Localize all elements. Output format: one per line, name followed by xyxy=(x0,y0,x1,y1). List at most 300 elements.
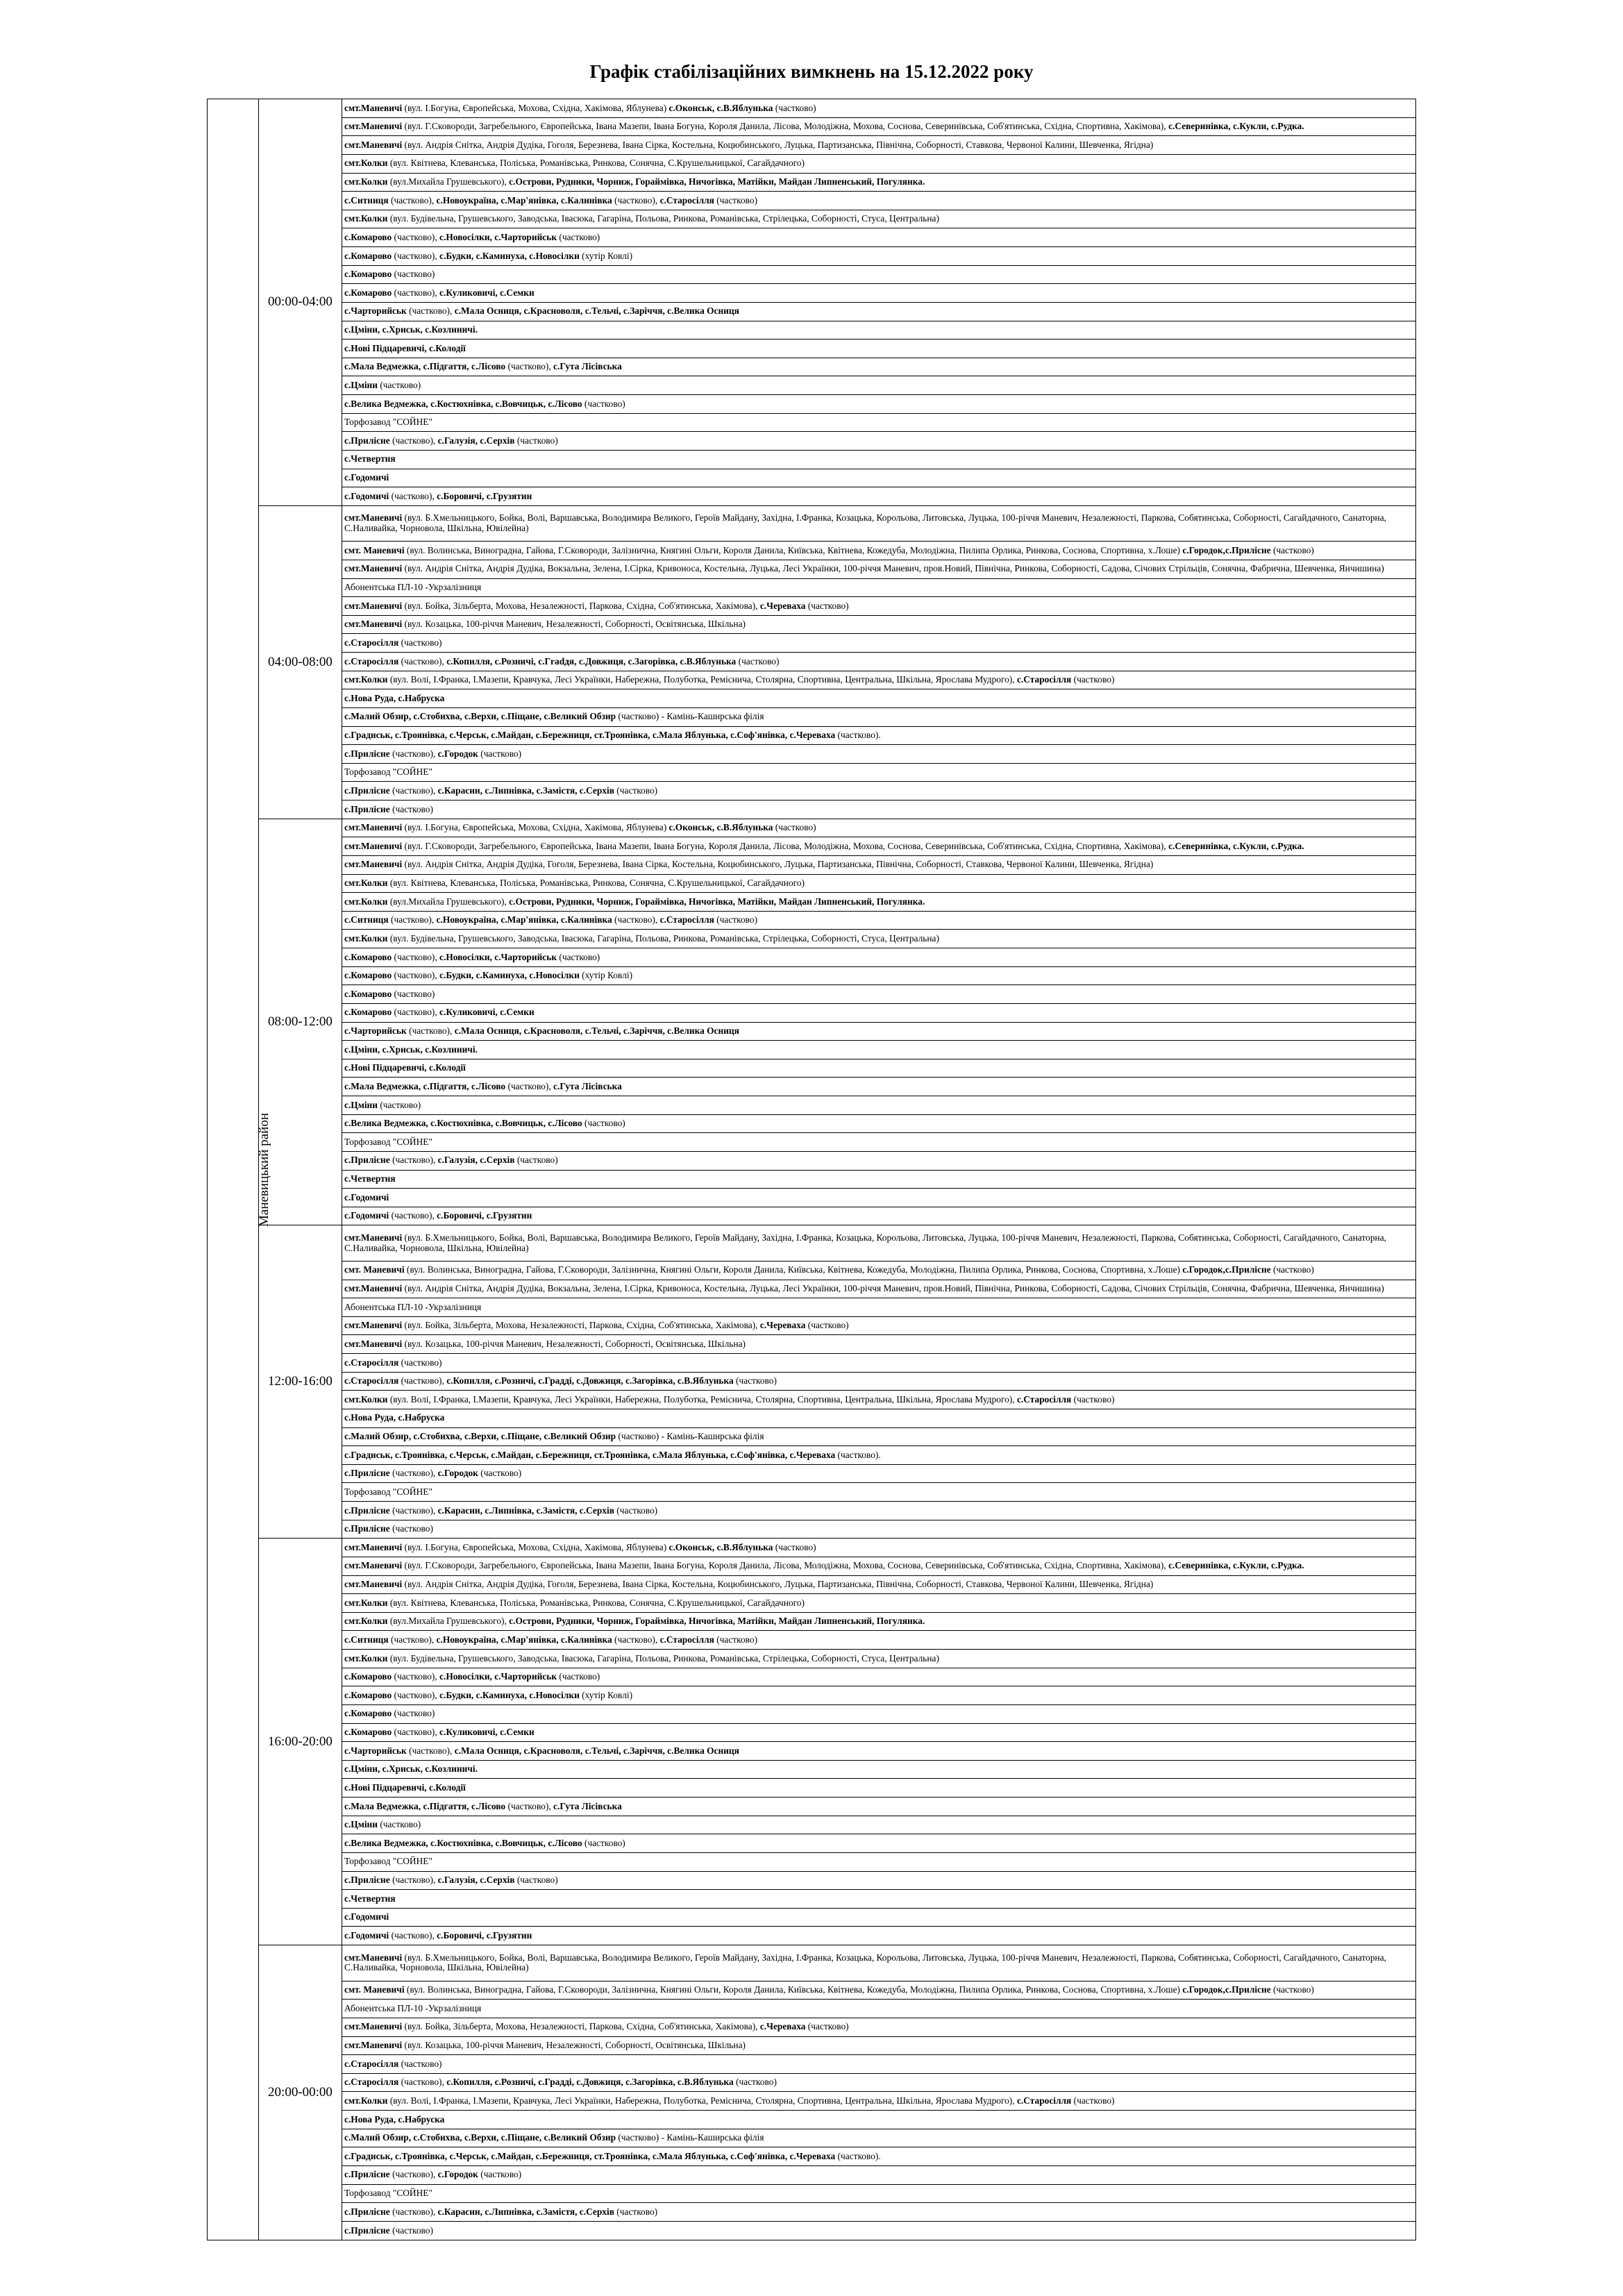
schedule-row xyxy=(208,1464,1416,1483)
schedule-row xyxy=(208,2147,1416,2166)
area-detail: (вул. Квітнева, Клеванська, Поліська, Романівська, Ринкова, Сонячна, С.Крушельницької, Сагайдачного) xyxy=(387,158,805,169)
schedule-row xyxy=(208,228,1416,247)
settlement-name: с.Велика Ведмежка, с.Костюхнівка, с.Вовчицьк, с.Лісово xyxy=(344,398,582,409)
outage-area-cell xyxy=(342,432,1416,451)
schedule-row xyxy=(208,136,1416,155)
outage-area-cell xyxy=(342,1335,1416,1354)
area-detail: (частково) xyxy=(514,1155,558,1166)
schedule-row xyxy=(208,1114,1416,1133)
outage-area-cell xyxy=(342,2073,1416,2092)
outage-area-cell xyxy=(342,560,1416,578)
area-detail: (частково), xyxy=(389,748,438,759)
area-detail: (вул. Будівельна, Грушевського, Заводська, Івасюка, Гагаріна, Польова, Ринкова, Романівська, Стрілецька, Соборності, Стуса, Центральна) xyxy=(387,213,939,224)
area-detail: (частково) xyxy=(733,1375,777,1386)
settlement-name: с.Куликовичі, с.Семки xyxy=(439,1007,535,1018)
outage-area-cell xyxy=(342,1981,1416,2000)
area-detail: (вул. І.Богуна, Європейська, Мохова, Східна, Хакімова, Яблунева) xyxy=(402,102,669,113)
area-detail: (частково), xyxy=(389,1505,438,1516)
area-detail: (частково), xyxy=(388,1634,437,1645)
outage-area-cell xyxy=(342,2184,1416,2203)
outage-area-cell xyxy=(342,1871,1416,1890)
settlement-name: с.Цміни, с.Хриськ, с.Козлиничі. xyxy=(344,1763,478,1775)
schedule-row xyxy=(208,930,1416,948)
outage-area-cell xyxy=(342,1446,1416,1465)
schedule-row xyxy=(208,1816,1416,1834)
settlement-name: с.Годомичі xyxy=(344,1929,389,1941)
outage-area-cell xyxy=(342,1742,1416,1761)
settlement-name: с.Цміни, с.Хриськ, с.Козлиничі. xyxy=(344,1044,478,1055)
settlement-name: с.Старосілля xyxy=(344,1357,399,1368)
area-detail: (частково) xyxy=(773,102,816,113)
settlement-name: с.Чарторийськ xyxy=(344,1745,407,1756)
area-detail: (частково), xyxy=(389,1210,437,1221)
schedule-row xyxy=(208,671,1416,689)
settlement-name: с.Будки, с.Каминуха, с.Новосілки xyxy=(439,1689,580,1700)
schedule-row xyxy=(208,1890,1416,1909)
schedule-row xyxy=(208,247,1416,266)
schedule-row xyxy=(208,1261,1416,1280)
outage-area-cell xyxy=(342,487,1416,506)
outage-area-cell xyxy=(342,1760,1416,1779)
schedule-row xyxy=(208,1041,1416,1059)
schedule-row xyxy=(208,117,1416,136)
settlement-name: с.Новоукраїна, с.Мар'янівка, с.Калинівка xyxy=(436,914,612,925)
area-detail: (частково) xyxy=(805,2021,849,2032)
area-detail: Абонентська ПЛ-10 -Укрзалізниця xyxy=(344,1301,482,1312)
settlement-name: с.Новоукраїна, с.Мар'янівка, с.Калинівка xyxy=(436,1634,612,1645)
outage-area-cell xyxy=(342,117,1416,136)
schedule-row xyxy=(208,2129,1416,2147)
schedule-row xyxy=(208,487,1416,506)
schedule-row xyxy=(208,1225,1416,1262)
settlement-name: с.Карасин, с.Липнівка, с.Замістя, с.Серхів xyxy=(437,785,614,796)
area-detail: (вул. Волинська, Виноградна, Гайова, Г.Сковороди, Залізнична, Княгині Ольги, Короля Данила, Київська, Квітнева, Кожедуба, Молодіжна, Пилипа Орлика, Ринкова, Соснова, Спортивна, х.Лоше) xyxy=(404,1264,1183,1275)
settlement-name: с.Комарово xyxy=(344,1671,392,1682)
area-detail: Торфозавод "СОЙНЕ" xyxy=(344,1486,432,1497)
settlement-name: с.Ситниця xyxy=(344,194,389,206)
settlement-name: с.Городок,с.Прилісне xyxy=(1182,1984,1271,1995)
area-detail: (вул.Михайла Грушевського), xyxy=(387,176,510,187)
area-detail: (частково), xyxy=(406,305,455,317)
outage-area-cell xyxy=(342,1133,1416,1152)
outage-area-cell xyxy=(342,671,1416,689)
outage-area-cell xyxy=(342,2092,1416,2111)
settlement-name: смт.Маневичі xyxy=(344,1952,403,1963)
page-title: Графік стабілізаційних вимкнень на 15.12.2022 року xyxy=(589,61,1034,82)
outage-area-cell xyxy=(342,1779,1416,1798)
settlement-name: с.Четвертня xyxy=(344,1893,396,1904)
outage-area-cell xyxy=(342,2111,1416,2129)
area-detail: (частково). xyxy=(835,1449,881,1460)
schedule-row xyxy=(208,1298,1416,1317)
outage-area-cell xyxy=(342,1704,1416,1723)
settlement-name: с.Чарторийськ xyxy=(344,305,407,317)
schedule-row xyxy=(208,1427,1416,1446)
settlement-name: с.Комарово xyxy=(344,231,392,242)
settlement-name: смт.Колки xyxy=(344,674,388,685)
settlement-name: смт.Колки xyxy=(344,1393,388,1405)
area-detail: (частково), xyxy=(398,655,447,667)
outage-area-cell xyxy=(342,1798,1416,1816)
area-detail: (частково), xyxy=(398,1375,447,1386)
outage-area-cell xyxy=(342,1078,1416,1096)
schedule-row xyxy=(208,2165,1416,2184)
outage-area-cell xyxy=(342,302,1416,321)
schedule-row xyxy=(208,154,1416,173)
area-detail: (хутір Ковлі) xyxy=(579,1689,633,1700)
area-detail: (частково) xyxy=(557,951,600,962)
area-detail: (частково) xyxy=(398,637,442,648)
settlement-name: с.Прилісне xyxy=(344,748,390,759)
area-detail: (частково), xyxy=(388,914,437,925)
outage-area-cell xyxy=(342,1575,1416,1594)
settlement-name: с.Прилісне xyxy=(344,1875,390,1886)
settlement-name: смт.Колки xyxy=(344,932,388,944)
area-detail: (частково), xyxy=(388,194,437,206)
settlement-name: с.Комарово xyxy=(344,287,392,298)
area-detail: Торфозавод "СОЙНЕ" xyxy=(344,417,432,428)
area-detail: (частково), xyxy=(389,2206,438,2217)
outage-area-cell xyxy=(342,1298,1416,1317)
area-detail: (частково) xyxy=(733,2077,777,2088)
outage-area-cell xyxy=(342,2000,1416,2018)
settlement-name: с.Четвертня xyxy=(344,1173,396,1184)
settlement-name: с.Копилля, с.Розничі, с.Градді, с.Довжиця, с.Загорівка, с.В.Яблунька xyxy=(446,1375,734,1386)
schedule-row xyxy=(208,321,1416,340)
schedule-row xyxy=(208,966,1416,985)
settlement-name: с.Череваха xyxy=(759,1320,806,1331)
outage-area-cell xyxy=(342,1945,1416,1981)
schedule-row xyxy=(208,985,1416,1004)
settlement-name: с.Старосілля xyxy=(659,1634,714,1645)
settlement-name: с.Старосілля xyxy=(344,1375,399,1386)
outage-area-cell xyxy=(342,1003,1416,1022)
settlement-name: смт.Колки xyxy=(344,176,388,187)
outage-area-cell xyxy=(342,1502,1416,1520)
area-detail: (вул. Г.Сковороди, Загребельного, Європейська, Івана Мазепи, Івана Богуна, Короля Данила, Лісова, Молодіжна, Мохова, Соснова, Северинівська, Соб'ятинська, Східна, Спортивна, Хакімова), xyxy=(402,121,1169,132)
schedule-row xyxy=(208,192,1416,210)
schedule-row xyxy=(208,560,1416,578)
area-detail: (частково), xyxy=(389,490,437,501)
area-detail: (частково), xyxy=(392,1007,440,1018)
settlement-name: с.Малий Обзир, с.Стобихва, с.Верхи, с.Піщане, с.Великий Обзир xyxy=(344,1431,616,1442)
outage-area-cell xyxy=(342,2221,1416,2240)
settlement-name: с.Комарово xyxy=(344,1689,392,1700)
schedule-row xyxy=(208,1981,1416,2000)
outage-area-cell xyxy=(342,653,1416,671)
area-detail: (частково), xyxy=(392,1671,440,1682)
area-detail: (частково), xyxy=(389,435,438,446)
area-detail: (частково), xyxy=(612,1634,660,1645)
settlement-name: с.Городок xyxy=(437,1468,478,1479)
area-detail: (частково), xyxy=(392,250,440,261)
area-detail: (частково) xyxy=(582,1118,625,1129)
schedule-row xyxy=(208,1207,1416,1225)
schedule-row xyxy=(208,2092,1416,2111)
settlement-name: смт.Маневичі xyxy=(344,1541,403,1552)
outage-area-cell xyxy=(342,1114,1416,1133)
outage-area-cell xyxy=(342,1170,1416,1189)
schedule-row xyxy=(208,1742,1416,1761)
schedule-row xyxy=(208,1668,1416,1686)
area-detail: (частково), xyxy=(406,1745,455,1756)
outage-area-cell xyxy=(342,930,1416,948)
area-detail: (вул. Козацька, 100-річчя Маневич, Незалежності, Соборності, Освітянська, Шкільна) xyxy=(402,619,746,630)
schedule-row xyxy=(208,1539,1416,1557)
settlement-name: с.Будки, с.Каминуха, с.Новосілки xyxy=(439,970,580,981)
area-detail: (частково) xyxy=(1071,1393,1115,1405)
settlement-name: с.Чарторийськ xyxy=(344,1025,407,1037)
schedule-row xyxy=(208,1686,1416,1705)
settlement-name: с.Цміни, с.Хриськ, с.Козлиничі. xyxy=(344,324,478,335)
schedule-row xyxy=(208,1650,1416,1668)
schedule-row xyxy=(208,1723,1416,1742)
schedule-row xyxy=(208,1871,1416,1890)
settlement-name: с.Карасин, с.Липнівка, с.Замістя, с.Серхів xyxy=(437,2206,614,2217)
outage-area-cell xyxy=(342,1631,1416,1650)
schedule-row xyxy=(208,450,1416,469)
schedule-row xyxy=(208,1612,1416,1631)
settlement-name: с.Боровичі, с.Грузятин xyxy=(437,1210,532,1221)
time-slot-cell: 00:00-04:00 xyxy=(259,99,342,506)
outage-area-cell xyxy=(342,578,1416,597)
settlement-name: смт.Маневичі xyxy=(344,822,403,833)
schedule-row xyxy=(208,173,1416,192)
area-detail: (частково) xyxy=(398,2058,442,2069)
outage-area-cell xyxy=(342,1151,1416,1170)
settlement-name: с.Годомичі xyxy=(344,490,389,501)
area-detail: (частково) xyxy=(1270,1984,1314,1995)
area-detail: (частково), xyxy=(398,2077,447,2088)
settlement-name: с.Новосілки, с.Чарторийськ xyxy=(439,951,557,962)
area-detail: (частково), xyxy=(392,1727,440,1738)
schedule-row xyxy=(208,893,1416,912)
outage-area-cell xyxy=(342,1686,1416,1705)
settlement-name: с.Городок,с.Прилісне xyxy=(1182,544,1271,555)
area-detail: (частково) xyxy=(614,2206,658,2217)
area-detail: (частково) xyxy=(478,1468,522,1479)
schedule-row xyxy=(208,340,1416,358)
settlement-name: с.Прилісне xyxy=(344,1523,390,1534)
area-detail: (хутір Ковлі) xyxy=(579,970,633,981)
schedule-row xyxy=(208,2203,1416,2222)
settlement-name: с.Старосілля xyxy=(659,914,714,925)
settlement-name: с.Прилісне xyxy=(344,1505,390,1516)
settlement-name: с.Градиськ, с.Троянівка, с.Черськ, с.Майдан, с.Бережниця, ст.Троянівка, с.Мала Яблунька, с.Соф'янівка, с.Череваха xyxy=(344,730,836,741)
area-detail: (частково), xyxy=(389,1468,438,1479)
schedule-row xyxy=(208,1391,1416,1409)
schedule-row xyxy=(208,1280,1416,1298)
area-detail: (частково), xyxy=(505,361,554,372)
settlement-name: с.Череваха xyxy=(759,600,806,611)
settlement-name: с.Гута Лісівська xyxy=(553,1080,622,1091)
outage-area-cell xyxy=(342,837,1416,856)
schedule-row xyxy=(208,597,1416,616)
schedule-row xyxy=(208,726,1416,745)
outage-area-cell xyxy=(342,2165,1416,2184)
schedule-row xyxy=(208,653,1416,671)
area-detail: (частково) xyxy=(478,2169,522,2180)
outage-area-cell xyxy=(342,395,1416,414)
schedule-row xyxy=(208,1798,1416,1816)
area-detail: (частково) xyxy=(1270,544,1314,555)
area-detail: (частково). xyxy=(835,2150,881,2161)
schedule-row xyxy=(208,284,1416,303)
settlement-name: с.Старосілля xyxy=(344,2058,399,2069)
area-detail: (вул. Бойка, Зільберта, Мохова, Незалежності, Паркова, Східна, Соб'ятинська, Хакімова), xyxy=(402,600,760,611)
outage-area-cell xyxy=(342,173,1416,192)
outage-area-cell xyxy=(342,1612,1416,1631)
settlement-name: с.Галузія, с.Серхів xyxy=(437,435,515,446)
area-detail: (частково) - Камінь-Каширська філія xyxy=(616,2132,764,2143)
settlement-name: с.Градиськ, с.Троянівка, с.Черськ, с.Майдан, с.Бережниця, ст.Троянівка, с.Мала Яблунька, с.Соф'янівка, с.Череваха xyxy=(344,1449,836,1460)
settlement-name: с.Нова Руда, с.Набруска xyxy=(344,1412,445,1423)
settlement-name: с.Будки, с.Каминуха, с.Новосілки xyxy=(439,250,580,261)
schedule-row xyxy=(208,376,1416,395)
area-detail: (вул. Волі, І.Франка, І.Мазепи, Кравчука, Лесі Українки, Набережна, Полуботка, Ремісничa, Столярна, Спортивна, Центральна, Шкільна, Ярослава Мудрого), xyxy=(387,674,1017,685)
settlement-name: с.Городок xyxy=(437,748,478,759)
area-detail: (частково) xyxy=(398,1357,442,1368)
outage-area-cell xyxy=(342,1409,1416,1427)
area-detail: (частково), xyxy=(392,287,440,298)
outage-area-cell xyxy=(342,1207,1416,1225)
area-detail: (частково), xyxy=(389,1155,438,1166)
schedule-row xyxy=(208,2073,1416,2092)
area-detail: (частково) xyxy=(773,822,816,833)
settlement-name: с.Новосілки, с.Чарторийськ xyxy=(439,1671,557,1682)
area-detail: Абонентська ПЛ-10 -Укрзалізниця xyxy=(344,582,482,593)
area-detail: (частково), xyxy=(505,1800,554,1811)
outage-area-cell xyxy=(342,1557,1416,1575)
settlement-name: с.Ситниця xyxy=(344,914,389,925)
schedule-row xyxy=(208,634,1416,653)
outage-area-cell xyxy=(342,1594,1416,1613)
area-detail: Абонентська ПЛ-10 -Укрзалізниця xyxy=(344,2002,482,2013)
outage-area-cell xyxy=(342,1834,1416,1853)
settlement-name: с.Северинівка, с.Кукли, с.Рудка. xyxy=(1168,840,1304,851)
area-detail: (частково) xyxy=(582,398,625,409)
schedule-row xyxy=(208,302,1416,321)
outage-area-cell xyxy=(342,505,1416,542)
schedule-row xyxy=(208,782,1416,801)
settlement-name: смт.Маневичі xyxy=(344,1560,403,1571)
outage-area-cell xyxy=(342,136,1416,155)
settlement-name: с.Комарово xyxy=(344,250,392,261)
settlement-name: с.Прилісне xyxy=(344,1155,390,1166)
settlement-name: с.Копилля, с.Розничі, с.Гradдя, с.Довжиця, с.Загорівка, с.В.Яблунька xyxy=(446,655,737,667)
schedule-body xyxy=(208,99,1416,2240)
settlement-name: с.Комарово xyxy=(344,1727,392,1738)
schedule-row xyxy=(208,1760,1416,1779)
outage-area-cell xyxy=(342,1816,1416,1834)
schedule-table xyxy=(207,99,1416,2240)
schedule-row xyxy=(208,1316,1416,1335)
schedule-row xyxy=(208,1335,1416,1354)
outage-area-cell xyxy=(342,1354,1416,1373)
settlement-name: смт. Маневичі xyxy=(344,1264,405,1275)
settlement-name: смт.Колки xyxy=(344,158,388,169)
outage-area-cell xyxy=(342,154,1416,173)
settlement-name: с.Нова Руда, с.Набруска xyxy=(344,2113,445,2125)
time-slot-cell: 16:00-20:00 xyxy=(259,1539,342,1945)
area-detail: (частково) xyxy=(805,600,849,611)
settlement-name: с.Старосілля xyxy=(1016,2095,1072,2106)
outage-area-cell xyxy=(342,413,1416,432)
schedule-row xyxy=(208,358,1416,376)
area-detail: (частково) xyxy=(514,435,558,446)
schedule-row xyxy=(208,2111,1416,2129)
outage-area-cell xyxy=(342,1372,1416,1391)
settlement-name: с.Прилісне xyxy=(344,2206,390,2217)
schedule-row xyxy=(208,763,1416,782)
outage-area-cell xyxy=(342,542,1416,560)
outage-area-cell xyxy=(342,1723,1416,1742)
outage-area-cell xyxy=(342,1189,1416,1207)
outage-area-cell xyxy=(342,726,1416,745)
area-detail: (вул. Андрія Снітка, Андрія Дудіка, Гоголя, Березнева, Івана Сірка, Костельна, Коцюбинського, Луцька, Партизанська, Північна, Соборності, Ставкова, Червоної Калини, Шевченка, Ягідна) xyxy=(402,1579,1154,1590)
schedule-row xyxy=(208,210,1416,228)
settlement-name: смт.Маневичі xyxy=(344,512,403,523)
settlement-name: смт.Колки xyxy=(344,878,388,889)
time-slot-cell: 12:00-16:00 xyxy=(259,1225,342,1539)
settlement-name: с.Галузія, с.Серхів xyxy=(437,1875,515,1886)
outage-area-cell xyxy=(342,376,1416,395)
area-detail: (вул. Б.Хмельницького, Бойка, Волі, Варшавська, Володимира Великого, Героїв Майдану, Західна, І.Франка, Козацька, Корольова, Литовська, Луцька, 100-річчя Маневич, Незалежності, Паркова, Собятинська, Соборності, Сагайдачного, Санаторна, С.Наливайка, Чорновола, Шкільна, Ювілейна) xyxy=(344,1232,1387,1253)
area-detail: (вул. Андрія Снітка, Андрія Дудіка, Вокзальна, Зелена, І.Сірка, Кривоноса, Костельна, Луцька, Лесі Українки, 100-річчя Маневич, пров.Новий, Північна, Ринкова, Соборності, Садова, Січових Стрільців, Сонячна, Фабрична, Шевченка, Янчишина) xyxy=(402,1283,1384,1294)
settlement-name: с.Прилісне xyxy=(344,785,390,796)
settlement-name: смт.Колки xyxy=(344,1616,388,1627)
area-detail: (вул. Бойка, Зільберта, Мохова, Незалежності, Паркова, Східна, Соб'ятинська, Хакімова), xyxy=(402,1320,760,1331)
area-detail: (частково), xyxy=(389,1929,437,1941)
settlement-name: смт.Маневичі xyxy=(344,1320,403,1331)
outage-area-cell xyxy=(342,801,1416,819)
area-detail: (частково) xyxy=(614,1505,658,1516)
outage-area-cell xyxy=(342,99,1416,118)
outage-area-cell xyxy=(342,1427,1416,1446)
schedule-row xyxy=(208,1409,1416,1427)
schedule-row xyxy=(208,432,1416,451)
area-detail: (частково) xyxy=(377,1819,421,1830)
settlement-name: с.Годомичі xyxy=(344,1210,389,1221)
settlement-name: с.Острови, Рудники, Чорниж, Гораймівка, Ничогівка, Матійки, Майдан Липненський, Погулянка. xyxy=(509,1616,925,1627)
area-detail: (вул. Козацька, 100-річчя Маневич, Незалежності, Соборності, Освітянська, Шкільна) xyxy=(402,1338,746,1349)
schedule-row xyxy=(208,1354,1416,1373)
area-detail: (частково) xyxy=(805,1320,849,1331)
area-detail: Торфозавод "СОЙНЕ" xyxy=(344,2188,432,2199)
outage-area-cell xyxy=(342,265,1416,284)
outage-area-cell xyxy=(342,1464,1416,1483)
schedule-row xyxy=(208,1446,1416,1465)
schedule-row xyxy=(208,911,1416,930)
schedule-row xyxy=(208,1631,1416,1650)
schedule-row xyxy=(208,1133,1416,1152)
schedule-row xyxy=(208,265,1416,284)
outage-area-cell xyxy=(342,763,1416,782)
outage-area-cell xyxy=(342,1316,1416,1335)
outage-area-cell xyxy=(342,874,1416,893)
settlement-name: смт.Маневичі xyxy=(344,1232,403,1243)
settlement-name: с.Боровичі, с.Грузятин xyxy=(437,1929,532,1941)
settlement-name: смт. Маневичі xyxy=(344,544,405,555)
settlement-name: с.Мала Ведмежка, с.Підгаття, с.Лісово xyxy=(344,1080,506,1091)
settlement-name: смт.Колки xyxy=(344,213,388,224)
outage-area-cell xyxy=(342,1096,1416,1115)
settlement-name: с.Цміни xyxy=(344,379,378,390)
area-detail: (вул. Б.Хмельницького, Бойка, Волі, Варшавська, Володимира Великого, Героїв Майдану, Західна, І.Франка, Козацька, Корольова, Литовська, Луцька, 100-річчя Маневич, Незалежності, Паркова, Собятинська, Соборності, Сагайдачного, Санаторна, С.Наливайка, Чорновола, Шкільна, Ювілейна) xyxy=(344,512,1387,534)
schedule-row xyxy=(208,689,1416,708)
outage-area-cell xyxy=(342,707,1416,726)
schedule-row xyxy=(208,874,1416,893)
